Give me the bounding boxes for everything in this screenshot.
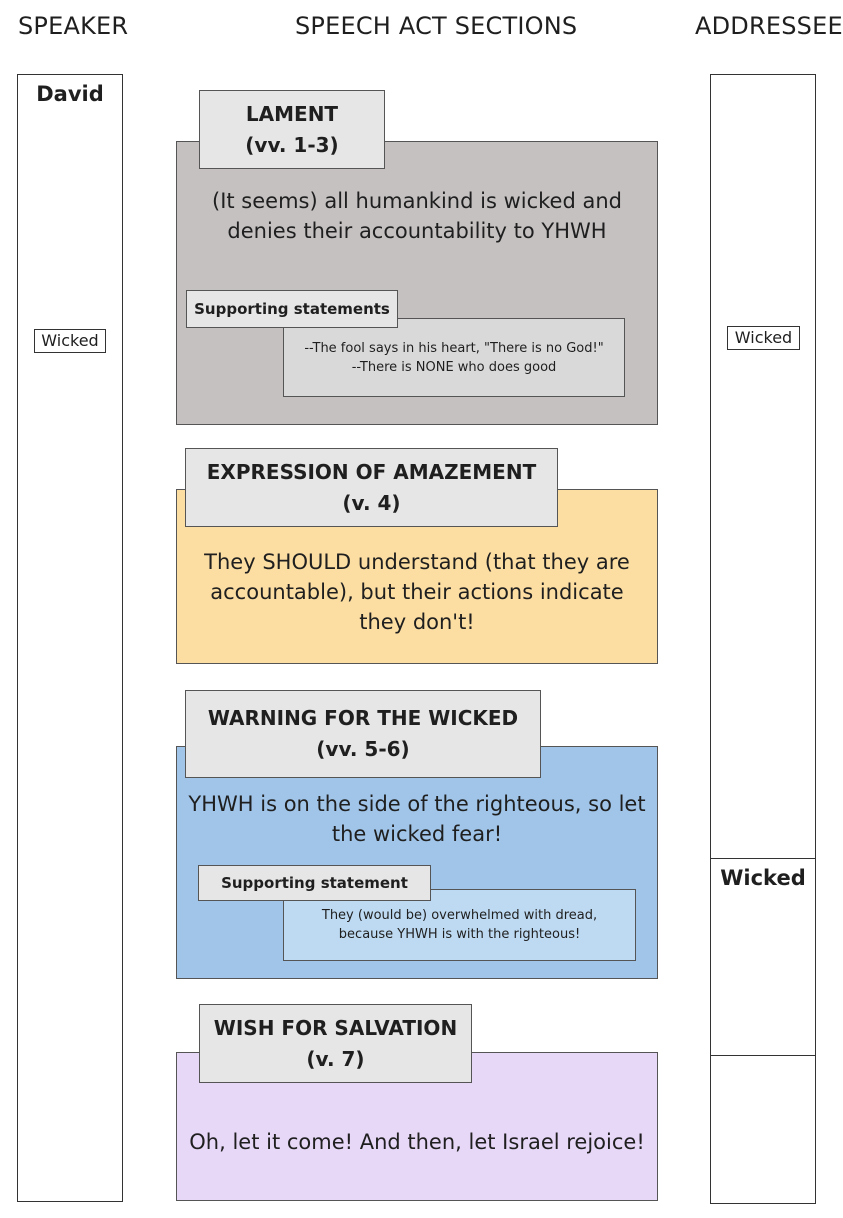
amazement-title: EXPRESSION OF AMAZEMENT bbox=[206, 459, 537, 484]
lament-header bbox=[199, 90, 385, 169]
lament-verses: (vv. 1-3) bbox=[245, 132, 339, 157]
salvation-header bbox=[199, 1004, 472, 1083]
addressee-wicked-label: Wicked bbox=[720, 866, 806, 890]
salvation-verses: (v. 7) bbox=[306, 1046, 365, 1071]
amazement-header bbox=[185, 448, 558, 527]
lament-title: LAMENT bbox=[245, 101, 339, 126]
amazement-text: They SHOULD understand (that they are accountable), but their actions indicate they don't! bbox=[204, 550, 630, 634]
lament-support-line: --There is NONE who does good bbox=[351, 359, 557, 375]
lament-support-line: --The fool says in his heart, "There is no God!" bbox=[304, 340, 604, 356]
speaker-name: David bbox=[36, 82, 104, 106]
warning-text: YHWH is on the side of the righteous, so let the wicked fear! bbox=[188, 792, 646, 846]
warning-support-line: They (would be) overwhelmed with dread, because YHWH is with the righteous! bbox=[321, 908, 598, 942]
lament-support-statements bbox=[283, 318, 625, 397]
warning-verses: (vv. 5-6) bbox=[316, 737, 410, 761]
addressee-lane-lower bbox=[710, 1055, 816, 1204]
warning-support-label: Supporting statement bbox=[198, 865, 431, 901]
amazement-verses: (v. 4) bbox=[342, 490, 401, 515]
speaker-column-heading: SPEAKER bbox=[18, 12, 129, 40]
warning-title: WARNING FOR THE WICKED bbox=[207, 706, 519, 730]
addressee-wicked-tag: Wicked bbox=[727, 326, 800, 350]
salvation-text: Oh, let it come! And then, let Israel rejoice! bbox=[189, 1130, 645, 1154]
addressee-column-heading: ADDRESSEE bbox=[695, 12, 843, 40]
speaker-wicked-tag: Wicked bbox=[34, 329, 106, 353]
warning-header bbox=[185, 690, 541, 778]
salvation-title: WISH FOR SALVATION bbox=[213, 1015, 458, 1040]
speaker-lane bbox=[17, 74, 123, 1202]
lament-text: (It seems) all humankind is wicked and denies their accountability to YHWH bbox=[212, 189, 622, 243]
lament-support-label: Supporting statements bbox=[186, 290, 398, 328]
sections-column-heading: SPEECH ACT SECTIONS bbox=[295, 12, 578, 40]
addressee-lane-upper bbox=[710, 74, 816, 859]
